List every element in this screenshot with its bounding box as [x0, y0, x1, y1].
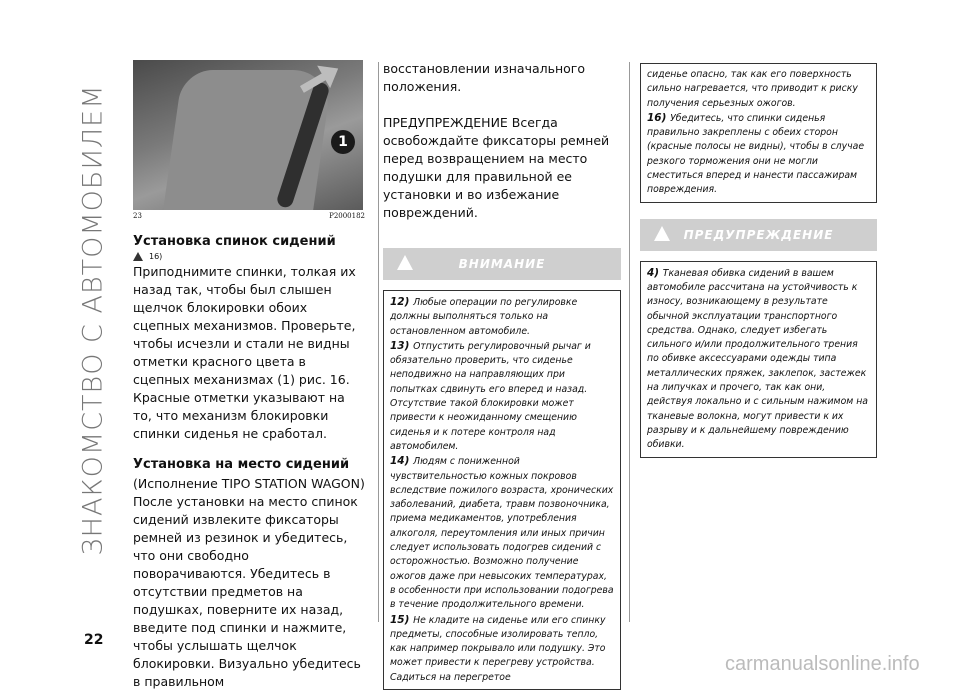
seat-photo	[133, 60, 363, 210]
figure-code: P2000182	[329, 212, 365, 220]
column-1	[133, 60, 365, 691]
attention-box	[383, 290, 621, 690]
warning-item-text: Убедитесь, что спинки сиденья правильно закреплены с обеих сторон (красные полосы не видны), чтобы в случае резкого торможения они не могли сместиться вперед и нанести пассажирам повреждения.	[647, 112, 865, 196]
attention-banner	[383, 248, 621, 280]
banner-title: ВНИМАНИЕ	[458, 257, 546, 271]
warning-item-text: Людям с пониженной чувствительностью кожных покровов вследствие пожилого возраста, хронических заболеваний, диабета, травм позвоночника, приема медикаментов, употребления алкоголя, переутомления или иных причин следует использовать подогрев сидений с осторожностью. Возможно получение ожогов даже при невысоких температурах, в особенности при использовании подогрева в течение продолжительного времени.	[390, 456, 614, 611]
warning-item-text: Тканевая обивка сидений в вашем автомобиле рассчитана на устойчивость к износу, возникающему в результате обычной эксплуатации транспортного средства. Однако, следует избегать сильного и/или продолжительного трения по обивке аксессуарами одежды типа металлических пряжек, заклепок, застежек на липучках и прочего, так как они, действуя локально и с сильным нажимом на тканевые волокна, могут привести к их разрыву и к дальнейшему повреждению обивки.	[647, 267, 868, 451]
paragraph: восстановлении изначального положения.	[383, 61, 586, 94]
warning-item-text: Отпустить регулировочный рычаг и обязательно проверить, что сиденье неподвижно на направляющих при попытках сдвинуть его вперед и назад. Отсутствие такой блокировки может привести к неожиданному смещению сиденья и к потере контроля над автомобилем.	[390, 340, 591, 452]
warning-item-number: 12)	[390, 296, 414, 308]
warning-item	[390, 339, 614, 454]
warning-box	[640, 261, 877, 458]
warning-item-number: 15)	[390, 613, 414, 626]
warning-item	[647, 266, 870, 453]
callout-marker: 1	[331, 130, 355, 154]
column-2	[383, 60, 621, 690]
warning-item-text: Не кладите на сиденье или его спинку предметы, способные изолировать тепло, как например покрывало или подушку. Это может привести к перегреву устройства. Садиться на перегретое	[390, 614, 606, 683]
warning-item-number: 13)	[390, 339, 414, 352]
warning-banner	[640, 219, 877, 251]
section-heading: Установка на место сидений	[133, 457, 350, 472]
warning-item-number: 14)	[390, 455, 414, 468]
paragraph: После установки на место спинок сидений извлеките фиксаторы ремней из резинок и убедитесь, что они свободно поворачиваются. Убедитесь в отсутствии предметов на подушках, поверните их назад, введите под спинки и нажмите, чтобы услышать щелчок блокировки. Визуально убедитесь в правильном	[133, 494, 361, 689]
warning-triangle-icon	[397, 255, 413, 270]
warning-item	[647, 111, 870, 198]
column-3	[640, 63, 877, 458]
warning-triangle-icon	[133, 252, 143, 261]
warning-triangle-icon	[654, 226, 670, 241]
warning-item	[390, 613, 614, 685]
section-heading: Установка спинок сидений	[133, 234, 336, 249]
warning-item-number: 4)	[647, 266, 663, 279]
figure-number: 23	[133, 212, 142, 220]
chapter-title-text: ЗНАКОМСТВО С АВТОМОБИЛЕМ	[77, 84, 109, 556]
figure-caption	[133, 212, 365, 220]
paragraph: ПРЕДУПРЕЖДЕНИЕ Всегда освобождайте фиксаторы ремней перед возвращением на место подушки для правильной ее установки и во избежание повреждений.	[383, 115, 610, 220]
warning-item	[390, 454, 614, 612]
column-divider	[378, 62, 379, 622]
warning-item	[390, 295, 614, 339]
warning-ref-number: 16)	[149, 252, 163, 261]
paragraph: (Исполнение TIPO STATION WAGON)	[133, 476, 365, 491]
banner-title: ПРЕДУПРЕЖДЕНИЕ	[683, 227, 834, 242]
warning-item-text: сиденье опасно, так как его поверхность сильно нагревается, что приводит к риску получения серьезных ожогов.	[647, 69, 858, 109]
warning-reference	[133, 252, 365, 261]
paragraph: Приподнимите спинки, толкая их назад так, чтобы был слышен щелчок блокировки обоих сцепных механизмов. Проверьте, чтобы исчезли и стали не видны отметки красного цвета в сцепных механизмах (1) рис. 16. Красные отметки указывают на то, что механизм блокировки спинки сиденья не сработал.	[133, 264, 356, 441]
warning-item-number: 16)	[647, 111, 671, 124]
page-number: 22	[84, 632, 104, 648]
warning-item	[647, 68, 870, 111]
watermark: carmanualsonline.info	[725, 653, 920, 675]
warning-item-text: Любые операции по регулировке должны выполняться только на остановленном автомобиле.	[390, 297, 578, 337]
chapter-side-title	[78, 40, 108, 600]
column-divider	[629, 62, 630, 622]
attention-box-continued	[640, 63, 877, 203]
